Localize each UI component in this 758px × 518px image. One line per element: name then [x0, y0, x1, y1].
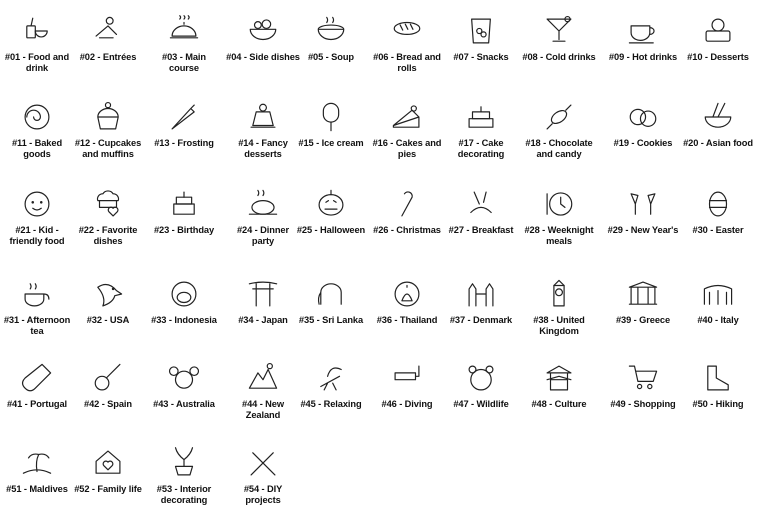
icon-label: #44 - New Zealand	[242, 399, 284, 420]
icon-label: #52 - Family life	[74, 484, 142, 494]
icon-tile	[146, 277, 222, 326]
icon-tile	[443, 277, 519, 326]
birthday-cake-icon	[146, 187, 222, 221]
snacks-icon	[443, 14, 519, 48]
icon-label: #32 - USA	[86, 315, 130, 325]
icon-label: #15 - Ice cream	[298, 138, 364, 148]
fancy-dessert-icon	[225, 100, 301, 134]
icon-label: #34 - Japan	[238, 315, 288, 325]
icon-tile	[225, 100, 301, 160]
icon-label: #07 - Snacks	[453, 52, 509, 62]
candy-cane-icon	[369, 187, 445, 221]
icon-label: #42 - Spain	[84, 399, 132, 409]
icon-tile	[521, 100, 597, 160]
icon-tile	[0, 361, 75, 410]
icon-label: #37 - Denmark	[449, 315, 513, 325]
icon-label: #17 - Cake decorating	[457, 138, 505, 159]
icon-tile	[521, 14, 597, 63]
icon-label: #27 - Breakfast	[448, 225, 514, 235]
mountains-icon	[225, 361, 301, 395]
icon-label: #28 - Weeknight meals	[524, 225, 594, 246]
elephant-icon	[293, 277, 369, 311]
icon-label: #23 - Birthday	[153, 225, 215, 235]
ice-cream-icon	[293, 100, 369, 134]
icon-tile	[680, 100, 756, 149]
clock-cutlery-icon	[521, 187, 597, 221]
icon-tile	[225, 187, 301, 247]
diving-mask-icon	[369, 361, 445, 395]
roast-chicken-icon	[225, 187, 301, 221]
cake-decorating-icon	[443, 100, 519, 134]
icon-label: #39 - Greece	[615, 315, 671, 325]
colosseum-icon	[680, 277, 756, 311]
bear-icon	[443, 361, 519, 395]
pagoda-icon	[521, 361, 597, 395]
champagne-icon	[605, 187, 681, 221]
kid-face-icon	[0, 187, 75, 221]
bread-icon	[369, 14, 445, 48]
guitar-icon	[70, 361, 146, 395]
icon-label: #04 - Side dishes	[226, 52, 300, 62]
icon-tile	[146, 187, 222, 236]
icon-tile	[0, 14, 75, 74]
icon-tile	[0, 277, 75, 337]
buddha-icon	[369, 277, 445, 311]
food-and-drink-icon	[0, 14, 75, 48]
icon-label: #47 - Wildlife	[453, 399, 509, 409]
icon-label: #48 - Culture	[531, 399, 587, 409]
temple-icon	[605, 277, 681, 311]
icon-tile	[293, 100, 369, 149]
icon-label: #46 - Diving	[381, 399, 433, 409]
icon-label: #22 - Favorite dishes	[78, 225, 138, 246]
icon-label: #18 - Chocolate and candy	[525, 138, 593, 159]
beach-chair-icon	[293, 361, 369, 395]
icon-tile	[70, 100, 146, 160]
icon-tile	[70, 187, 146, 247]
cookies-icon	[605, 100, 681, 134]
icon-tile	[443, 100, 519, 160]
entrees-icon	[70, 14, 146, 48]
eagle-icon	[70, 277, 146, 311]
soup-icon	[293, 14, 369, 48]
icon-tile	[680, 187, 756, 236]
icon-tile	[293, 277, 369, 326]
icon-label: #35 - Sri Lanka	[298, 315, 364, 325]
icon-label: #54 - DIY projects	[243, 484, 283, 505]
cold-drinks-icon	[521, 14, 597, 48]
baked-goods-icon	[0, 100, 75, 134]
icon-label: #02 - Entrées	[79, 52, 137, 62]
hiking-boot-icon	[680, 361, 756, 395]
icon-label: #21 - Kid -friendly food	[9, 225, 65, 246]
icon-label: #25 - Halloween	[296, 225, 366, 235]
icon-tile	[369, 14, 445, 74]
icon-tile	[146, 100, 222, 149]
desserts-icon	[680, 14, 756, 48]
icon-tile	[369, 277, 445, 326]
icon-tile	[0, 446, 75, 495]
icon-tile	[0, 100, 75, 160]
icon-label: #12 - Cupcakes and muffins	[74, 138, 142, 159]
icon-label: #06 - Bread and rolls	[373, 52, 441, 73]
icon-tile	[225, 446, 301, 506]
icon-label: #10 - Desserts	[687, 52, 749, 62]
house-heart-icon	[70, 446, 146, 480]
cake-slice-icon	[369, 100, 445, 134]
icon-label: #31 - Afternoon tea	[3, 315, 71, 336]
icon-tile	[369, 187, 445, 236]
icon-label: #05 - Soup	[307, 52, 354, 62]
frosting-icon	[146, 100, 222, 134]
icon-tile	[605, 277, 681, 326]
icon-label: #20 - Asian food	[683, 138, 753, 148]
icon-label: #36 - Thailand	[376, 315, 438, 325]
icon-label: #53 - Interior decorating	[156, 484, 212, 505]
palm-island-icon	[0, 446, 75, 480]
icon-label: #38 - United Kingdom	[533, 315, 585, 336]
icon-tile	[369, 100, 445, 160]
main-course-icon	[146, 14, 222, 48]
side-dishes-icon	[225, 14, 301, 48]
icon-label: #45 - Relaxing	[300, 399, 362, 409]
icon-tile	[605, 100, 681, 149]
breakfast-icon	[443, 187, 519, 221]
icon-tile	[443, 187, 519, 236]
icon-tile	[680, 361, 756, 410]
icon-tile	[605, 14, 681, 63]
hot-drinks-icon	[605, 14, 681, 48]
icon-tile	[680, 14, 756, 63]
icon-tile	[146, 361, 222, 410]
big-ben-icon	[521, 277, 597, 311]
icon-label: #01 - Food and drink	[4, 52, 70, 73]
icon-label: #11 - Baked goods	[11, 138, 63, 159]
koala-icon	[146, 361, 222, 395]
icon-tile	[293, 187, 369, 236]
icon-label: #24 - Dinner party	[236, 225, 290, 246]
wine-bottle-icon	[0, 361, 75, 395]
icon-label: #16 - Cakes and pies	[372, 138, 442, 159]
icon-tile	[146, 446, 222, 506]
icon-tile	[146, 14, 222, 74]
icon-tile	[225, 14, 301, 63]
torii-gate-icon	[225, 277, 301, 311]
icon-label: #50 - Hiking	[692, 399, 744, 409]
icon-label: #08 - Cold drinks	[522, 52, 596, 62]
icon-tile	[521, 361, 597, 410]
icon-tile	[70, 361, 146, 410]
icon-tile	[680, 277, 756, 326]
icon-tile	[70, 277, 146, 326]
easter-egg-icon	[680, 187, 756, 221]
icon-label: #29 - New Year's	[607, 225, 679, 235]
icon-tile	[70, 446, 146, 495]
icon-label: #40 - Italy	[697, 315, 739, 325]
icon-label: #09 - Hot drinks	[608, 52, 678, 62]
teapot-icon	[0, 277, 75, 311]
icon-tile	[605, 361, 681, 410]
icon-label: #51 - Maldives	[6, 484, 68, 494]
monkey-icon	[146, 277, 222, 311]
chef-heart-icon	[70, 187, 146, 221]
icon-tile	[225, 361, 301, 421]
icon-tile	[0, 187, 75, 247]
icon-tile	[521, 277, 597, 337]
icon-label: #19 - Cookies	[613, 138, 673, 148]
asian-food-icon	[680, 100, 756, 134]
pumpkin-icon	[293, 187, 369, 221]
cupcake-icon	[70, 100, 146, 134]
icon-label: #33 - Indonesia	[151, 315, 217, 325]
castle-icon	[443, 277, 519, 311]
icon-tile	[443, 14, 519, 63]
icon-tile	[293, 14, 369, 63]
icon-label: #49 - Shopping	[610, 399, 676, 409]
icon-label: #30 - Easter	[692, 225, 744, 235]
icon-tile	[369, 361, 445, 410]
icon-tile	[521, 187, 597, 247]
icon-label: #13 - Frosting	[154, 138, 214, 148]
icon-label: #03 - Main course	[162, 52, 206, 73]
icon-tile	[443, 361, 519, 410]
icon-label: #41 - Portugal	[6, 399, 68, 409]
icon-tile	[605, 187, 681, 236]
icon-tile	[293, 361, 369, 410]
candy-icon	[521, 100, 597, 134]
plant-icon	[146, 446, 222, 480]
icon-label: #43 - Australia	[153, 399, 215, 409]
tools-icon	[225, 446, 301, 480]
icon-label: #26 - Christmas	[373, 225, 441, 235]
shopping-cart-icon	[605, 361, 681, 395]
icon-tile	[225, 277, 301, 326]
icon-tile	[70, 14, 146, 63]
icon-label: #14 - Fancy desserts	[238, 138, 288, 159]
